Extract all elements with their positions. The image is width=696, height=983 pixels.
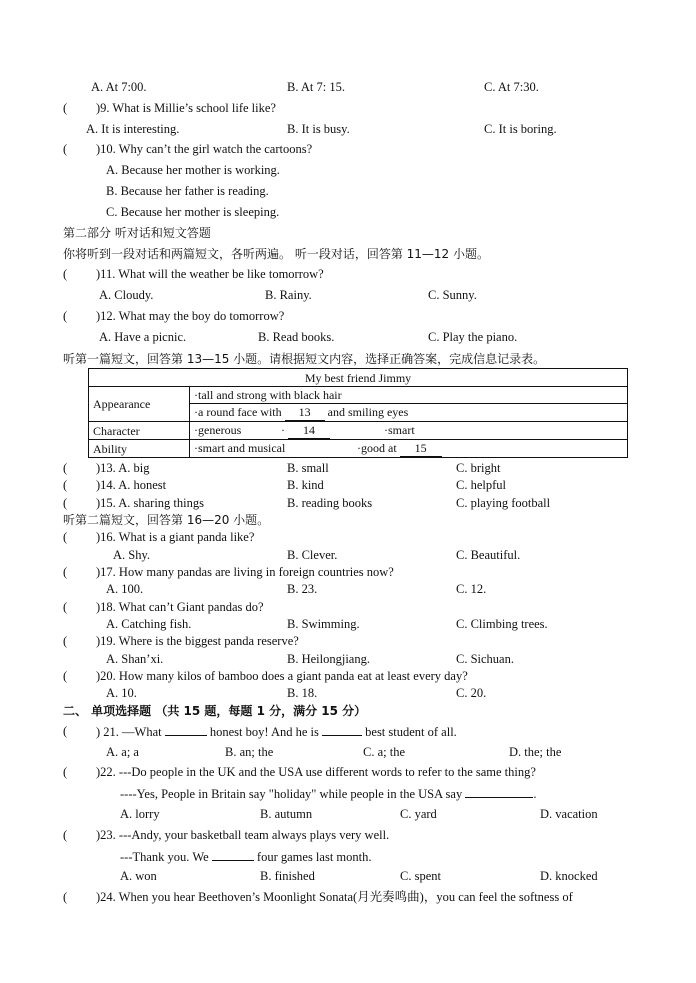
q11-option-b: B. Rainy. — [265, 288, 312, 302]
q20-option-a: A. 10. — [106, 686, 137, 700]
q19-paren: ( — [63, 634, 68, 648]
appearance-item-1: ·tall and strong with black hair — [190, 387, 628, 404]
q12-option-a: A. Have a picnic. — [99, 330, 187, 344]
q16-paren: ( — [63, 530, 68, 544]
q13-paren: ( — [63, 461, 68, 475]
q21-text-1: ) 21. —What — [96, 725, 162, 739]
q12-paren: ( — [63, 309, 68, 323]
blank-15: 15 — [400, 440, 442, 457]
blank-13: 13 — [285, 404, 325, 421]
q22-reply: ----Yes, People in Britain say "holiday" while people in the USA say . — [120, 787, 537, 801]
q13-option-a: )13. A. big — [96, 461, 150, 475]
q9-paren: ( — [63, 101, 68, 115]
passage2-instructions: 听第二篇短文，回答第 16—20 小题。 — [63, 513, 270, 527]
q14-paren: ( — [63, 478, 68, 492]
character-item-2-dot: · — [281, 423, 285, 437]
character-label: Character — [89, 422, 190, 440]
q21-text-2: honest boy! And he is — [209, 725, 319, 739]
ability-item-1: ·smart and musical — [194, 441, 286, 455]
q15-option-b: B. reading books — [287, 496, 373, 510]
q22-blank — [465, 785, 533, 798]
q23-option-d: D. knocked — [540, 869, 598, 883]
q10-option-c: C. Because her mother is sleeping. — [106, 205, 280, 219]
q15-option-c: C. playing football — [456, 496, 551, 510]
q15-option-a: )15. A. sharing things — [96, 496, 204, 510]
q21-text-3: best student of all. — [365, 725, 457, 739]
q18-option-b: B. Swimming. — [287, 617, 360, 631]
q24-paren: ( — [63, 890, 68, 904]
info-record-table — [88, 368, 628, 458]
q24-question: )24. When you hear Beethoven’s Moonlight Sonata(月光奏鸣曲)，you can feel the softness of — [96, 890, 573, 904]
q20-option-c: C. 20. — [456, 686, 487, 700]
q22-question: )22. ---Do people in the UK and the USA use different words to refer to the same thing? — [96, 765, 536, 779]
q17-option-b: B. 23. — [287, 582, 318, 596]
q23-reply-text: ---Thank you. We — [120, 850, 209, 864]
q17-paren: ( — [63, 565, 68, 579]
q9-option-c: C. It is boring. — [484, 122, 557, 136]
passage1-instructions: 听第一篇短文，回答第 13—15 小题。请根据短文内容，选择正确答案，完成信息记录表。 — [63, 352, 546, 366]
q23-blank — [212, 848, 254, 861]
q22-option-a: A. lorry — [120, 807, 160, 821]
q8-option-b: B. At 7: 15. — [287, 80, 345, 94]
q11-paren: ( — [63, 267, 68, 281]
appearance-item-2-tail: and smiling eyes — [327, 405, 409, 419]
character-items — [190, 422, 628, 440]
q19-option-a: A. Shan’xi. — [106, 652, 164, 666]
q21-blank-2 — [322, 723, 362, 736]
q14-option-a: )14. A. honest — [96, 478, 167, 492]
q20-paren: ( — [63, 669, 68, 683]
q23-question: )23. ---Andy, your basketball team always plays very well. — [96, 828, 390, 842]
q15-paren: ( — [63, 496, 68, 510]
q16-option-a: A. Shy. — [113, 548, 151, 562]
q20-question: )20. How many kilos of bamboo does a giant panda eat at least every day? — [96, 669, 468, 683]
q23-option-a: A. won — [120, 869, 157, 883]
q18-option-a: A. Catching fish. — [106, 617, 192, 631]
q23-option-b: B. finished — [260, 869, 315, 883]
part2-title: 第二部分 听对话和短文答题 — [63, 226, 211, 240]
part2-instructions: 你将听到一段对话和两篇短文，各听两遍。 听一段对话，回答第 11—12 小题。 — [63, 247, 489, 261]
q17-question: )17. How many pandas are living in foreign countries now? — [96, 565, 394, 579]
q18-paren: ( — [63, 600, 68, 614]
q19-option-c: C. Sichuan. — [456, 652, 514, 666]
q16-question: )16. What is a giant panda like? — [96, 530, 255, 544]
q22-option-c: C. yard — [400, 807, 437, 821]
q23-paren: ( — [63, 828, 68, 842]
q21-option-b: B. an; the — [225, 745, 274, 759]
q14-option-c: C. helpful — [456, 478, 506, 492]
q18-option-c: C. Climbing trees. — [456, 617, 548, 631]
q8-option-c: C. At 7:30. — [484, 80, 539, 94]
section2-title: 二、 单项选择题 （共 15 题，每题 1 分，满分 15 分） — [63, 704, 367, 718]
q16-option-b: B. Clever. — [287, 548, 338, 562]
character-item-1: ·generous — [194, 423, 242, 437]
q9-option-a: A. It is interesting. — [86, 122, 180, 136]
q23-reply — [120, 848, 372, 865]
q22-paren: ( — [63, 765, 68, 779]
q9-question: )9. What is Millie’s school life like? — [96, 101, 276, 115]
q10-paren: ( — [63, 142, 68, 156]
appearance-item-2-text: ·a round face with — [194, 405, 282, 419]
q21-question — [96, 723, 457, 740]
q22-option-b: B. autumn — [260, 807, 313, 821]
q10-question: )10. Why can’t the girl watch the cartoons? — [96, 142, 313, 156]
q21-paren: ( — [63, 724, 68, 738]
q21-blank-1 — [165, 723, 207, 736]
q10-option-a: A. Because her mother is working. — [106, 163, 280, 177]
q21-option-d: D. the; the — [509, 745, 562, 759]
q22-option-d: D. vacation — [540, 807, 598, 821]
q18-question: )18. What can’t Giant pandas do? — [96, 600, 264, 614]
appearance-label: Appearance — [89, 387, 190, 422]
q12-option-b: B. Read books. — [258, 330, 335, 344]
q12-option-c: C. Play the piano. — [428, 330, 518, 344]
q22-reply-text: ----Yes, People in Britain say "holiday" while people in the USA say — [120, 787, 463, 801]
q19-question: )19. Where is the biggest panda reserve? — [96, 634, 299, 648]
q11-option-c: C. Sunny. — [428, 288, 477, 302]
q23-option-c: C. spent — [400, 869, 441, 883]
q19-option-b: B. Heilongjiang. — [287, 652, 370, 666]
q17-option-a: A. 100. — [106, 582, 144, 596]
q21-option-a: A. a; a — [106, 745, 139, 759]
ability-item-2: ·good at — [357, 441, 397, 455]
ability-items — [190, 440, 628, 458]
ability-label: Ability — [89, 440, 190, 458]
q11-option-a: A. Cloudy. — [99, 288, 154, 302]
character-item-3: ·smart — [384, 423, 415, 437]
q12-question: )12. What may the boy do tomorrow? — [96, 309, 285, 323]
q20-option-b: B. 18. — [287, 686, 318, 700]
q13-option-c: C. bright — [456, 461, 501, 475]
table-title: My best friend Jimmy — [89, 369, 628, 387]
q9-option-b: B. It is busy. — [287, 122, 350, 136]
q17-option-c: C. 12. — [456, 582, 487, 596]
q23-reply-tail: four games last month. — [256, 850, 372, 864]
q16-option-c: C. Beautiful. — [456, 548, 521, 562]
blank-14: 14 — [288, 422, 330, 439]
q13-option-b: B. small — [287, 461, 329, 475]
q14-option-b: B. kind — [287, 478, 324, 492]
q8-option-a: A. At 7:00. — [91, 80, 147, 94]
q21-option-c: C. a; the — [363, 745, 406, 759]
q10-option-b: B. Because her father is reading. — [106, 184, 269, 198]
appearance-item-2 — [190, 404, 628, 422]
q11-question: )11. What will the weather be like tomorrow? — [96, 267, 324, 281]
